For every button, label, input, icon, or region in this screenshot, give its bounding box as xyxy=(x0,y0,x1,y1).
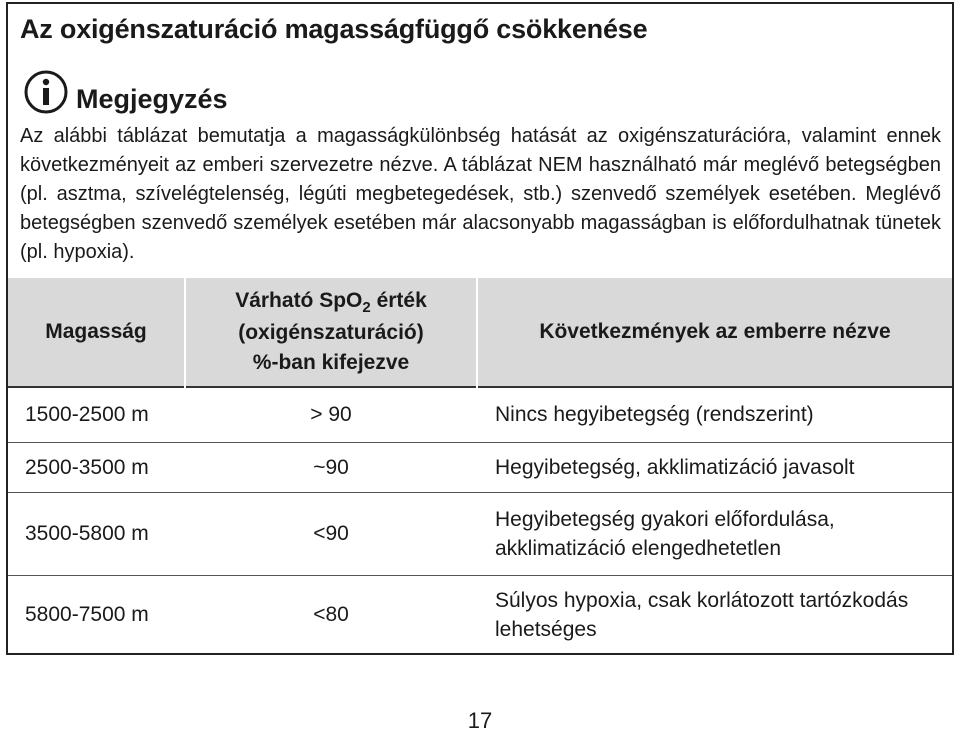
altitude-table xyxy=(8,278,952,654)
info-icon xyxy=(24,70,68,114)
cell-altitude: 5800-7500 m xyxy=(25,603,149,627)
cell-consequence: Hegyibetegség, akklimatizáció javasolt xyxy=(495,455,855,479)
table-row xyxy=(8,575,952,654)
header-spo2-line3: %-ban kifejezve xyxy=(252,351,410,374)
header-spo2-line2: (oxigénszaturáció) xyxy=(238,321,424,344)
cell-consequence: Nincs hegyibetegség (rendszerint) xyxy=(495,403,814,427)
cell-altitude: 1500-2500 m xyxy=(25,403,149,427)
header-spo2-line1-pre: Várható SpO xyxy=(235,289,363,312)
table-row xyxy=(8,387,952,442)
cell-consequence: Hegyibetegség gyakori előfordulása, akklimatizáció elengedhetetlen xyxy=(495,507,835,560)
cell-altitude: 3500-5800 m xyxy=(25,522,149,545)
cell-spo2: ~90 xyxy=(313,455,349,479)
cell-spo2: <80 xyxy=(313,603,349,627)
cell-spo2: <90 xyxy=(313,522,349,545)
note-text: Az alábbi táblázat bemutatja a magasságkülönbség hatását az oxigénszaturációra, valamint ennek következményeit az emberi szervezetre nézve. A táblázat NEM használható már meglévő betegségben (pl. asztma, szívelégtelenség, légúti megbetegedések, stb.) szenvedő személyek esetében. Meglévő betegségben szenvedő személyek esetében már alacsonyabb magasságban is előfordulhatnak tünetek (pl. hypoxia). xyxy=(20,125,941,263)
table-header-row xyxy=(8,278,952,387)
cell-spo2: > 90 xyxy=(310,403,352,427)
note-heading: Megjegyzés xyxy=(76,84,228,114)
cell-consequence: Súlyos hypoxia, csak korlátozott tartózkodás lehetséges xyxy=(495,588,909,641)
table-row xyxy=(8,442,952,492)
table-row xyxy=(8,492,952,575)
header-consequences: Következmények az emberre nézve xyxy=(477,278,952,387)
header-spo2-line1-post: érték xyxy=(370,289,427,312)
page-number: 17 xyxy=(467,708,493,733)
header-spo2 xyxy=(185,278,477,387)
header-altitude: Magasság xyxy=(8,278,185,387)
page-title: Az oxigénszaturáció magasságfüggő csökkenése xyxy=(20,14,648,44)
header-spo2-subscript: 2 xyxy=(362,299,371,316)
cell-altitude: 2500-3500 m xyxy=(25,455,149,479)
